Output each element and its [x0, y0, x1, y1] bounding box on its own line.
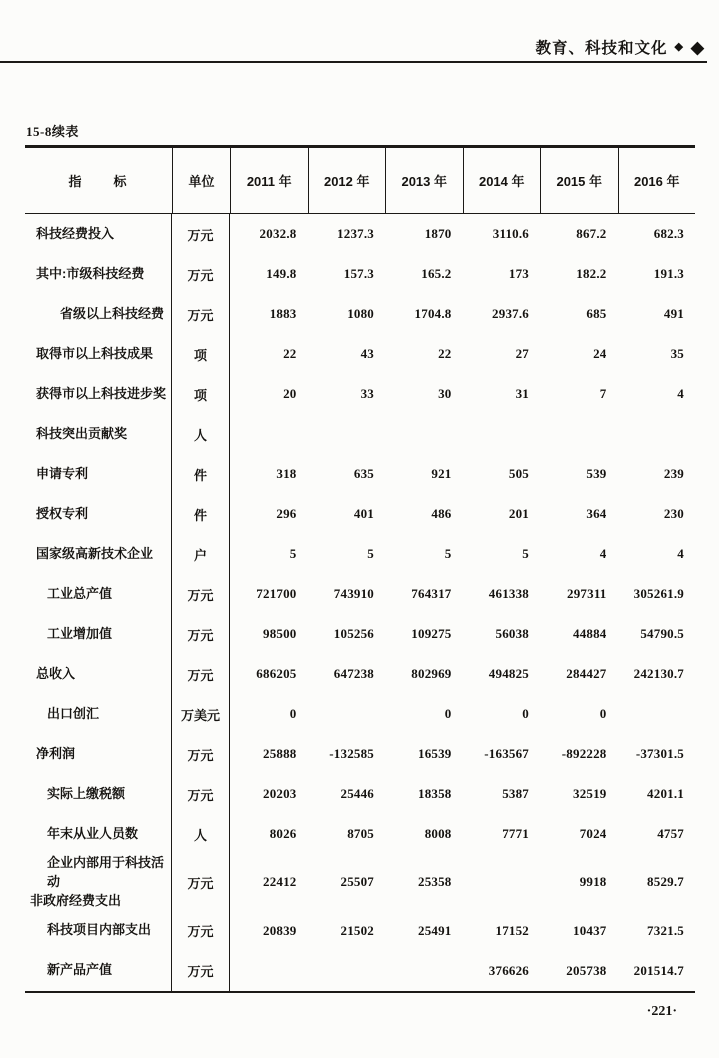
value-cell: 239 [663, 466, 684, 481]
table-row [25, 951, 695, 991]
indicator-label: 科技项目内部支出 [25, 911, 172, 951]
value-cell [308, 414, 386, 454]
unit-cell: 件 [172, 494, 230, 534]
value-cell: 27 [515, 346, 529, 361]
value-cell: 802969 [411, 666, 452, 681]
value-cell [618, 414, 696, 454]
chapter-title: 教育、科技和文化 [535, 40, 668, 57]
column-header: 2013 年 [385, 148, 463, 213]
unit-cell: 万元 [172, 951, 230, 991]
value-cell: 364 [586, 506, 607, 521]
value-cell: 486 [431, 506, 452, 521]
value-cell: 25888 [263, 746, 297, 761]
value-cell: 0 [599, 706, 607, 721]
value-cell: 1883 [269, 306, 297, 321]
value-cell: 491 [663, 306, 684, 321]
value-cell: 0 [444, 706, 452, 721]
indicator-label: 净利润 [25, 734, 172, 774]
table-row [25, 374, 695, 414]
unit-cell: 项 [172, 374, 230, 414]
value-cell: 401 [353, 506, 374, 521]
indicator-label: 取得市以上科技成果 [25, 334, 172, 374]
value-cell: 10437 [573, 922, 607, 938]
indicator-label: 国家级高新技术企业 [25, 534, 172, 574]
value-cell: 505 [508, 466, 529, 481]
value-cell: 2937.6 [492, 306, 529, 321]
indicator-label: 科技经费投入 [25, 214, 172, 254]
column-header: 指 标 [68, 174, 129, 189]
value-cell: 22 [438, 346, 452, 361]
table-row [25, 254, 695, 294]
value-cell: 31 [515, 386, 529, 401]
column-header: 2016 年 [618, 148, 696, 213]
statistics-table [25, 145, 695, 993]
value-cell: 4 [677, 546, 684, 561]
value-cell: 8026 [269, 826, 297, 841]
table-row [25, 774, 695, 814]
value-cell: 867.2 [576, 226, 607, 241]
unit-cell: 户 [172, 534, 230, 574]
value-cell: 297311 [567, 586, 607, 601]
value-cell [230, 414, 308, 454]
value-cell: 165.2 [421, 266, 452, 281]
indicator-label: 工业总产值 [25, 574, 172, 614]
value-cell: 635 [353, 466, 374, 481]
value-cell: 98500 [263, 626, 297, 641]
table-row [25, 334, 695, 374]
value-cell: 296 [276, 506, 297, 521]
value-cell: 4 [677, 386, 684, 401]
unit-cell: 人 [172, 814, 230, 854]
table-row [25, 534, 695, 574]
table-row [25, 574, 695, 614]
table-row [25, 414, 695, 454]
value-cell: 647238 [333, 666, 374, 681]
value-cell: 22412 [263, 874, 297, 890]
header-rule [0, 61, 707, 63]
table-row [25, 814, 695, 854]
table-caption: 15-8续表 [26, 124, 79, 139]
diamond-icon-large: ◆ [690, 37, 705, 57]
value-cell: 20839 [263, 922, 297, 938]
value-cell: 9918 [579, 874, 607, 890]
unit-cell: 项 [172, 334, 230, 374]
value-cell: 20 [283, 386, 297, 401]
value-cell: 376626 [488, 962, 529, 978]
unit-cell: 万元 [172, 774, 230, 814]
unit-cell: 万元 [172, 254, 230, 294]
value-cell: 105256 [333, 626, 374, 641]
column-header: 2011 年 [230, 148, 308, 213]
value-cell: 0 [289, 706, 297, 721]
column-header: 2012 年 [308, 148, 386, 213]
unit-cell: 万元 [172, 911, 230, 951]
diamond-icon-small: ◆ [674, 40, 684, 53]
value-cell: 24 [593, 346, 607, 361]
value-cell: 230 [663, 506, 684, 521]
value-cell: 109275 [411, 626, 452, 641]
value-cell: 685 [586, 306, 607, 321]
unit-cell: 万元 [172, 614, 230, 654]
value-cell: 43 [360, 346, 374, 361]
indicator-label: 年末从业人员数 [25, 814, 172, 854]
value-cell [308, 951, 386, 991]
value-cell: 191.3 [653, 266, 684, 281]
table-row [25, 911, 695, 951]
value-cell: 8705 [347, 826, 374, 841]
unit-cell: 件 [172, 454, 230, 494]
value-cell: 173 [508, 266, 529, 281]
value-cell: 25358 [418, 874, 452, 890]
value-cell: 54790.5 [640, 626, 684, 641]
value-cell [230, 951, 308, 991]
unit-cell: 人 [172, 414, 230, 454]
value-cell: 1080 [347, 306, 374, 321]
value-cell [385, 414, 463, 454]
value-cell: 201 [508, 506, 529, 521]
value-cell: 21502 [340, 922, 374, 938]
value-cell: 682.3 [653, 226, 684, 241]
value-cell: 1237.3 [337, 226, 374, 241]
table-row [25, 614, 695, 654]
value-cell: 22 [283, 346, 297, 361]
value-cell [463, 854, 541, 911]
table-row [25, 214, 695, 254]
value-cell: -132585 [329, 746, 374, 761]
value-cell: 494825 [488, 666, 529, 681]
value-cell: 16539 [418, 746, 452, 761]
table-row [25, 854, 695, 911]
value-cell: 764317 [411, 586, 452, 601]
value-cell: 3110.6 [492, 226, 529, 241]
value-cell: 7321.5 [647, 922, 684, 938]
value-cell: 33 [360, 386, 374, 401]
value-cell: 5 [367, 546, 374, 561]
unit-cell: 万元 [172, 854, 230, 911]
value-cell: 5387 [502, 786, 529, 801]
value-cell [308, 694, 386, 734]
value-cell: 4201.1 [647, 786, 684, 801]
value-cell: 284427 [566, 666, 607, 681]
table-row [25, 734, 695, 774]
value-cell: 32519 [573, 786, 607, 801]
indicator-label: 总收入 [25, 654, 172, 694]
value-cell: 20203 [263, 786, 297, 801]
value-cell: 7024 [579, 826, 607, 841]
value-cell: 35 [670, 346, 684, 361]
value-cell: 149.8 [266, 266, 297, 281]
unit-cell: 万元 [172, 574, 230, 614]
value-cell [463, 414, 541, 454]
indicator-label: 新产品产值 [25, 951, 172, 991]
value-cell: 30 [438, 386, 452, 401]
value-cell: 5 [289, 546, 297, 561]
value-cell: 242130.7 [633, 666, 684, 681]
value-cell: 18358 [418, 786, 452, 801]
indicator-label: 授权专利 [25, 494, 172, 534]
value-cell: 182.2 [576, 266, 607, 281]
indicator-label: 科技突出贡献奖 [25, 414, 172, 454]
value-cell: 157.3 [343, 266, 374, 281]
indicator-label: 获得市以上科技进步奖 [25, 374, 172, 414]
indicator-label: 出口创汇 [25, 694, 172, 734]
value-cell: 8529.7 [647, 874, 684, 890]
value-cell: 25446 [340, 786, 374, 801]
indicator-label: 其中:市级科技经费 [25, 254, 172, 294]
value-cell: 201514.7 [633, 962, 684, 978]
page-number: ·221· [646, 1004, 677, 1019]
value-cell: 721700 [256, 586, 297, 601]
table-row [25, 294, 695, 334]
value-cell: 205738 [566, 962, 607, 978]
unit-cell: 万元 [172, 214, 230, 254]
value-cell: -163567 [484, 746, 529, 761]
indicator-label: 企业内部用于科技活动 非政府经费支出 [25, 854, 172, 911]
indicator-label: 工业增加值 [25, 614, 172, 654]
indicator-label: 申请专利 [25, 454, 172, 494]
value-cell: 5 [522, 546, 529, 561]
indicator-label: 实际上缴税额 [25, 774, 172, 814]
value-cell: 25491 [418, 922, 452, 938]
unit-cell: 万元 [172, 294, 230, 334]
value-cell [618, 694, 696, 734]
value-cell: 0 [522, 706, 529, 721]
column-header: 单位 [172, 148, 230, 213]
value-cell [540, 414, 618, 454]
value-cell: 318 [276, 466, 297, 481]
value-cell: 5 [444, 546, 452, 561]
value-cell: 1704.8 [414, 306, 452, 321]
page-header [535, 36, 705, 58]
table-row [25, 694, 695, 734]
value-cell: 461338 [488, 586, 529, 601]
value-cell: 25507 [340, 874, 374, 890]
value-cell: 17152 [495, 922, 529, 938]
column-header: 2015 年 [540, 148, 618, 213]
value-cell: 305261.9 [633, 586, 684, 601]
value-cell: 7771 [502, 826, 529, 841]
column-header: 2014 年 [463, 148, 541, 213]
value-cell: 44884 [573, 626, 607, 641]
value-cell: 8008 [424, 826, 452, 841]
value-cell: 56038 [495, 626, 529, 641]
value-cell: -37301.5 [635, 746, 684, 761]
value-cell: 4 [599, 546, 607, 561]
value-cell: 4757 [657, 826, 684, 841]
unit-cell: 万元 [172, 654, 230, 694]
unit-cell: 万元 [172, 734, 230, 774]
value-cell: 539 [586, 466, 607, 481]
unit-cell: 万美元 [172, 694, 230, 734]
table-row [25, 454, 695, 494]
value-cell: 1870 [424, 226, 452, 241]
value-cell: 686205 [256, 666, 297, 681]
value-cell: 921 [431, 466, 452, 481]
table-header-row [25, 148, 695, 214]
value-cell [385, 951, 463, 991]
table-body [25, 214, 695, 991]
value-cell: 743910 [333, 586, 374, 601]
value-cell: -892228 [561, 746, 607, 761]
value-cell: 7 [599, 386, 607, 401]
table-row [25, 654, 695, 694]
indicator-label: 省级以上科技经费 [25, 294, 172, 334]
table-row [25, 494, 695, 534]
value-cell: 2032.8 [259, 226, 297, 241]
